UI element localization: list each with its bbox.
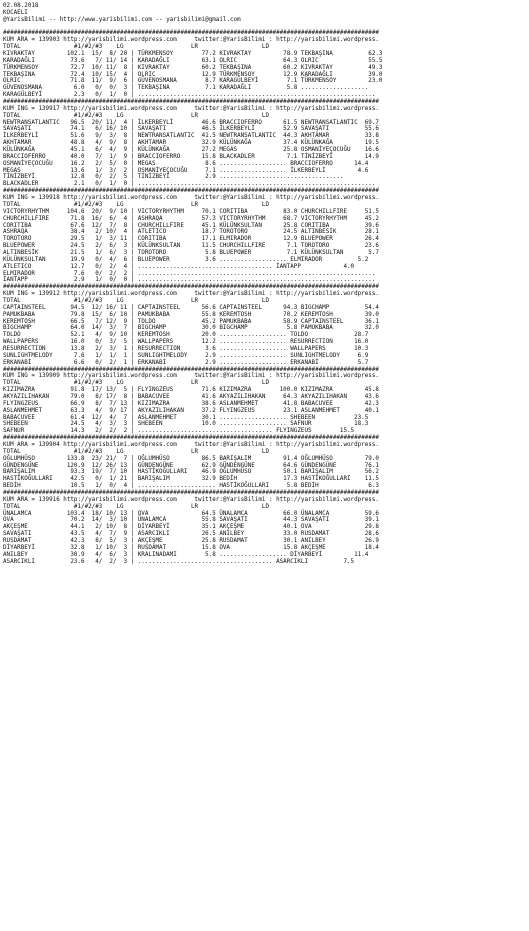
table-row: SUNLIGHTMELODY 7.6 1/ 1/ 1 | SUNLIGHTMELODY 2.9 ................... SUNLIGHTMELODY 6.9 [3,352,369,359]
table-row: ALTINBESİK 21.5 1/ 6/ 3 | TOROTORO 5.8 BLUEPOWER 7.1 KÜLÜNKSULTAN 5.7 [3,249,379,256]
table-row: GÜVENOSMANA 6.0 0/ 0/ 3 | TEKBAŞINA 7.1 KARADAĞLI 5.8 ................... [3,85,369,92]
table-row: AKYAZILIHAKAN 79.0 8/ 17/ 8 | BABACUVEE 41.6 AKYAZILIHAKAN 64.3 AKYAZILIHAKAN 43.6 [3,393,379,400]
table-row: CHURCHILLFIRE 71.8 16/ 6/ 4 | ASHRAQA 57.3 VICTORYRHYTHM 68.7 VICTORYRHYTHM 45.2 [3,215,379,222]
table-row: OĞLUMHÜSO 133.8 23/ 21/ 7 | OĞLUMHÜSO 86.5 BARIŞALIM 91.4 OĞLUMHÜSO 79.0 [3,455,379,462]
table-row: SAVAŞATI 43.5 4/ 7/ 9 | ASARCIKLI 26.5 ANILBEY 33.0 RUSDAMAT 28.6 [3,531,379,538]
table-row: KIVRAKTAY 102.1 15/ 8/ 20 | TÜRKMENSOY 77.2 KIVRAKTAY 78.9 TEKBAŞINA 62.3 [3,51,383,58]
table-row: AKÇEŞME 44.1 2/ 10/ 8 | DİYARBEYİ 35.1 AKÇEŞME 40.1 OVA 29.8 [3,524,379,531]
separator-line: ########################################################################################################## [3,30,379,37]
race-title-line: KUM ING = 139909 http://yarisbilimi.wordpress.com twitter:@YarisBilimi : http://yarisbilimi.wordpress. [3,373,379,380]
table-row: CORITIBA 67.6 12/ 7/ 8 | CHURCHILLFIRE 45.1 KÜLÜNKSULTAN 25.8 CORITIBA 39.6 [3,222,379,229]
table-row: HASTİKOĞULLARI 42.5 0/ 1/ 21 | BARIŞALIM 32.9 BEDİH 17.3 HASTİKOĞULLARI 11.5 [3,476,379,483]
table-row: GÜNDENGÜNE 120.9 12/ 26/ 13 | GÜNDENGÜNE 62.9 GÜNDENGÜNE 64.6 GÜNDENGÜNE 76.1 [3,462,379,469]
date-line: 02.08.2018 [3,3,39,9]
table-row: NEWTRANSATLANTIC 96.5 20/ 11/ 4 | İLKERBEYLİ 46.6 BRACCIOFERRO 61.5 NEWTRANSATLANTIC 69.7 [3,119,379,126]
table-row: DİYARBEYİ 32.8 1/ 10/ 3 | RUSDAMAT 15.8 OVA 15.8 AKÇEŞME 18.4 [3,544,379,551]
race-title-line: KUM ING = 139917 http://yarisbilimi.wordpress.com twitter:@YarisBilimi : http://yarisbilimi.wordpress. [3,105,379,112]
race-title-line: KUM ING = 139912 http://yarisbilimi.wordpress.com twitter:@YarisBilimi : http://yarisbilimi.wordpress. [3,291,379,298]
table-row: İANTAPP 2.9 1/ 0/ 0 | ................................................................... [3,277,376,284]
table-row: TOLDO 52.1 4/ 9/ 10 | KEREMTOSH 20.0 ................... TOLDO 28.7 [3,332,369,339]
table-row: ASARCIKLI 23.6 4/ 2/ 3 | ...................................... ASARCIKLI 7.5 [3,558,355,565]
table-row: OVA 70.2 14/ 3/ 10 | ÜNALAMCA 55.8 SAVAŞATI 44.3 SAVAŞATI 39.1 [3,517,379,524]
table-row: ELMIRADOR 7.6 0/ 2/ 2 | ................................................................... [3,270,376,277]
location-line: KOCAELI [3,9,28,16]
table-row: SAVAŞATI 74.1 6/ 16/ 10 | SAVAŞATI 46.5 İLKERBEYLİ 52.9 SAVAŞATI 55.6 [3,126,379,133]
separator-line: ########################################################################################################## [3,435,379,442]
table-row: BARIŞALIM 93.3 19/ 7/ 10 | HASTİKOĞULLARI 46.9 OĞLUMHÜSO 50.1 BARIŞALIM 56.2 [3,469,379,476]
table-row: TÜRKMENSOY 72.7 10/ 11/ 8 | KIVRAKTAY 60.2 TEKBAŞINA 60.2 KIVRAKTAY 49.3 [3,64,383,71]
table-row: KÜLÜNKAĞA 45.1 6/ 4/ 9 | KÜLÜNKAĞA 27.2 MEGAS 25.8 OSMANİYEÇOCUĞU 16.6 [3,147,379,154]
separator-line: ########################################################################################################## [3,99,379,106]
table-row: BABACUVEE 61.4 12/ 4/ 7 | ASLANMEHMET 30.1 ................... SHEBEEN 23.5 [3,414,369,421]
table-row: CAPTAINSTEEL 94.5 12/ 16/ 11 | CAPTAINSTEEL 56.6 CAPTAINSTEEL 94.3 BIGCHAMP 54.4 [3,304,379,311]
separator-line: ########################################################################################################## [3,490,379,497]
table-row: SAFNUR 14.3 2/ 2/ 2 | ...................................... FLYINGZEUS 15.5 [3,428,355,435]
table-row: TEKBAŞINA 72.4 10/ 15/ 4 | OLRIC 12.9 TÜRKMENSOY 12.9 KARADAĞLI 39.0 [3,71,383,78]
column-header-line: TOTAL #1/#2/#3 LG LR LD [3,44,269,51]
separator-line: ########################################################################################################## [3,366,379,373]
table-row: BLACKADLER 2.1 0/ 1/ 0 | ................................................................... [3,181,376,188]
table-row: RESURRECTION 13.8 2/ 3/ 1 | RESURRECTION 3.6 ................... WALLPAPERS 10.3 [3,345,369,352]
table-row: BIGCHAMP 64.0 14/ 3/ 7 | BIGCHAMP 30.0 BIGCHAMP 5.8 PAMUKBABA 32.0 [3,325,379,332]
table-row: KÜLÜNKSULTAN 19.9 0/ 4/ 6 | BLUEPOWER 3.6 ................... ELMIRADOR 5.2 [3,256,369,263]
table-row: OSMANİYEÇOCUĞU 16.2 2/ 5/ 0 | MEGAS 8.6 ................... BRACCIOFERRO 14.4 [3,160,369,167]
column-header-line: TOTAL #1/#2/#3 LG LR LD [3,503,269,510]
table-row: İLKERBEYLİ 51.6 9/ 3/ 8 | NEWTRANSATLANTIC 41.5 NEWTRANSATLANTIC 44.3 AKHTAMAR 33.8 [3,133,379,140]
table-row: BEDİH 10.5 1/ 0/ 4 | ...................... HASTİKOĞULLARI 5.8 BEDİH 6.3 [3,483,379,490]
table-row: PAMUKBABA 79.8 15/ 6/ 10 | PAMUKBABA 55.8 KEREMTOSH 70.2 KEREMTOSH 39.0 [3,311,379,318]
table-row: ANILBEY 30.9 4/ 6/ 3 | KRALINADAMI 5.8 ................... DİYARBEYİ 11.4 [3,551,369,558]
table-row: VICTORYRHYTHM 104.6 20/ 9/ 10 | VICTORYRHYTHM 70.1 CORITIBA 83.0 CHURCHILLFIRE 51.5 [3,208,379,215]
table-row: KEREMTOSH 66.5 7/ 12/ 9 | TOLDO 45.2 PAMUKBABA 58.9 CAPTAINSTEEL 36.1 [3,318,379,325]
table-row: ASHRAQA 38.4 2/ 10/ 4 | ATLETICO 18.7 TOROTORO 24.5 ALTINBESİK 28.1 [3,229,379,236]
race-tables [3,30,529,565]
table-row: OLRIC 71.8 11/ 9/ 6 | GÜVENOSMANA 8.7 KARAGÜLBEYİ 7.1 TÜRKMENSOY 23.0 [3,78,383,85]
race-title-line: KUM ARA = 139904 http://yarisbilimi.wordpress.com twitter:@YarisBilimi : http://yarisbilimi.wordpress. [3,442,379,448]
table-row: FLYINGZEUS 66.9 8/ 7/ 13 | KIZIMAZRA 38.6 ASLANMEHMET 41.8 BABACUVEE 42.3 [3,400,379,407]
race-title-line: KUM ARA = 139916 http://yarisbilimi.wordpress.com twitter:@YarisBilimi : http://yarisbilimi.wordpress. [3,496,379,503]
table-row: BRACCIOFERRO 40.0 7/ 1/ 9 | BRACCIOFERRO 15.8 BLACKADLER 7.1 TİNİZBEYİ 14.9 [3,153,379,160]
table-row: WALLPAPERS 16.0 0/ 3/ 5 | WALLPAPERS 12.2 ................... RESURRECTION 16.0 [3,339,369,346]
race-title-line: KUM ARA = 139903 http://yarisbilimi.wordpress.com twitter:@YarisBilimi : http://yarisbilimi.wordpress. [3,37,379,44]
table-row: ÜNALAMCA 103.4 18/ 10/ 13 | OVA 64.5 ÜNALAMCA 66.0 ÜNALAMCA 59.6 [3,510,379,517]
column-header-line: TOTAL #1/#2/#3 LG LR LD [3,112,269,119]
column-header-line: TOTAL #1/#2/#3 LG LR LD [3,380,269,387]
document-header [3,3,529,24]
table-row: AKHTAMAR 48.8 4/ 9/ 8 | AKHTAMAR 32.9 KÜLÜNKAĞA 37.4 KÜLÜNKAĞA 19.5 [3,140,379,147]
column-header-line: TOTAL #1/#2/#3 LG LR LD [3,297,269,304]
table-row: TOROTORO 29.5 1/ 3/ 11 | CORITIBA 17.1 ELMIRADOR 12.9 BLUEPOWER 26.4 [3,236,379,243]
table-row: ASLANMEHMET 63.3 4/ 9/ 17 | AKYAZILIHAKAN 37.2 FLYINGZEUS 23.1 ASLANMEHMET 40.1 [3,407,379,414]
table-row: RUSDAMAT 42.3 8/ 5/ 3 | AKÇEŞME 25.8 RUSDAMAT 30.1 ANILBEY 26.9 [3,538,379,545]
table-row: ATLETICO 12.7 0/ 2/ 4 | ...................................... İANTAPP 4.0 [3,263,355,270]
contact-line: @YarisBilimi -- http://www.yarisbilimi.com -- yarisbilimi@gmail.com [3,16,241,23]
table-row: BLUEPOWER 24.5 2/ 6/ 3 | KÜLÜNKSULTAN 11.5 CHURCHILLFIRE 7.1 TOROTORO 23.6 [3,243,379,250]
table-row: TİNİZBEYİ 12.8 0/ 2/ 5 | TİNİZBEYİ 2.9 ................................... [3,174,344,181]
separator-line: ########################################################################################################## [3,188,379,195]
table-row: KARADAĞLI 73.6 7/ 11/ 14 | KARADAĞLI 63.1 OLRIC 64.3 OLRIC 55.5 [3,57,383,64]
table-row: ERKANABİ 6.6 0/ 2/ 1 | ERKANABİ 2.9 ................... ERKANABİ 5.7 [3,359,369,366]
table-row: KIZIMAZRA 91.8 17/ 13/ 5 | FLYINGZEUS 71.6 KIZIMAZRA 100.0 KIZIMAZRA 45.8 [3,387,379,394]
column-header-line: TOTAL #1/#2/#3 LG LR LD [3,201,269,208]
table-row: MEGAS 13.6 1/ 3/ 2 | OSMANİYEÇOCUĞU 7.1 ................... İLKERBEYLİ 4.6 [3,167,369,174]
race-title-line: KUM ING = 139918 http://yarisbilimi.wordpress.com twitter:@YarisBilimi : http://yarisbilimi.wordpress. [3,195,379,202]
column-header-line: TOTAL #1/#2/#3 LG LR LD [3,448,269,455]
table-row: SHEBEEN 24.5 4/ 3/ 3 | SHEBEEN 10.0 ................... SAFNUR 18.3 [3,421,369,428]
separator-line: ########################################################################################################## [3,284,379,291]
table-row: KARAGÜLBEYİ 2.3 0/ 1/ 0 | ................................................................... [3,92,376,99]
